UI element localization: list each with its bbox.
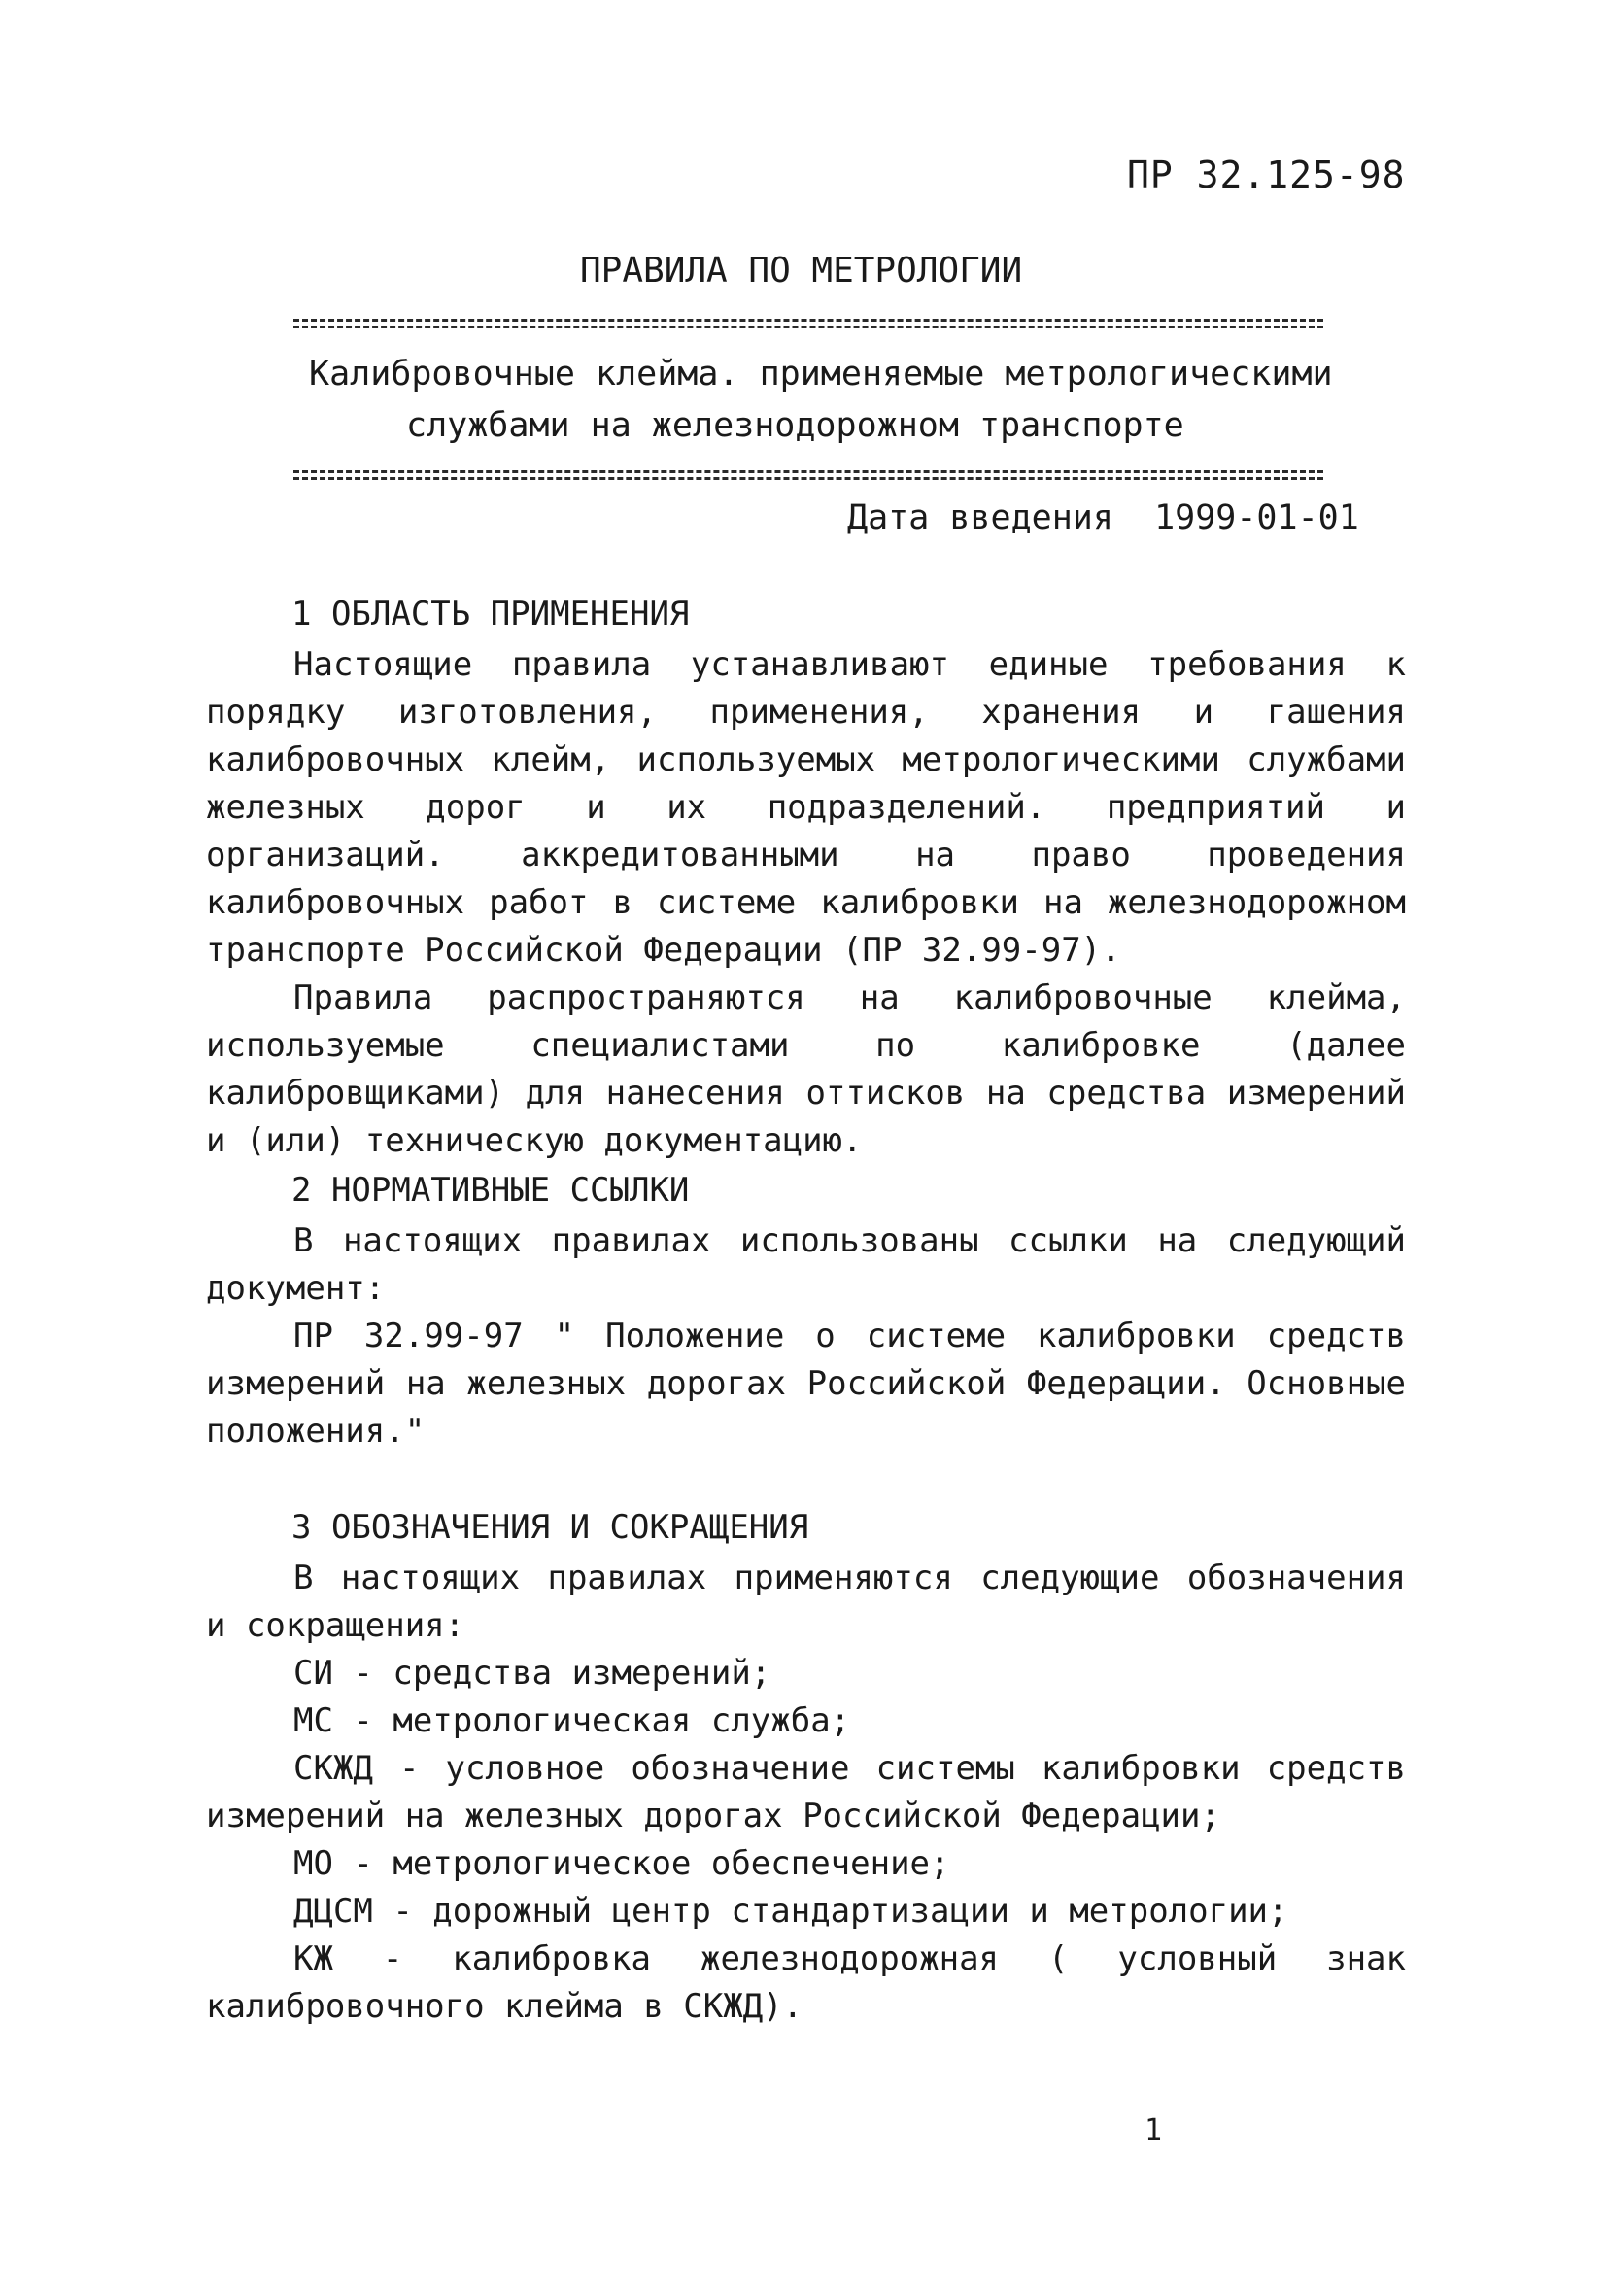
title-rule-bottom [293,470,1323,473]
document-title-line-2: службами на железнодорожном транспорте [406,406,1184,445]
section-3-paragraph-1: В настоящих правилах применяются следующие обозначения и сокращения: [206,1559,1406,1645]
abbreviation-item: КЖ - калибровка железнодорожная ( условный знак калибровочного клейма в СКЖД). [206,1939,1406,2026]
abbreviation-item: СКЖД - условное обозначение системы калибровки средств измерений на железных дорогах Российской Федерации; [206,1749,1406,1835]
document-title-line-1: Калибровочные клейма. применяемые метрологическими [309,355,1333,394]
section-1-paragraph-2: Правила распространяются на калибровочные клейма, используемые специалистами по калибровке (далее калибровщиками) для нанесения оттисков на средства измерений и (или) техническую документацию. [206,978,1406,1160]
date-of-introduction: Дата введения 1999-01-01 [847,498,1359,537]
abbreviation-item: МО - метрологическое обеспечение; [293,1844,950,1883]
document-code: ПР 32.125-98 [1127,154,1406,196]
section-1-paragraph-1: Настоящие правила устанавливают единые требования к порядку изготовления, применения, хранения и гашения калибровочных клейм, используемых метрологическими службами железных дорог и их подразделений. предприятий и организаций. аккредитованными на право проведения калибровочных работ в системе калибровки на железнодорожном транспорте Российской Федерации (ПР 32.99-97). [206,645,1406,970]
section-1-title: 1 ОБЛАСТЬ ПРИМЕНЕНИЯ [291,595,690,634]
title-rule-top [293,319,1323,322]
title-rule-bottom-second [293,477,1323,480]
title-rule-top-second [293,326,1323,328]
abbreviation-item: СИ - средства измерений; [293,1654,771,1693]
section-2-paragraph-1: В настоящих правилах использованы ссылки на следующий документ: [206,1221,1406,1308]
section-3-title: 3 ОБОЗНАЧЕНИЯ И СОКРАЩЕНИЯ [291,1508,809,1547]
section-3-body [206,1555,1406,2031]
document-heading: ПРАВИЛА ПО МЕТРОЛОГИИ [580,251,1023,291]
section-2-title: 2 НОРМАТИВНЫЕ ССЫЛКИ [291,1171,690,1210]
section-2-body [206,1217,1406,1456]
abbreviation-item: МС - метрологическая служба; [293,1701,851,1740]
page-number: 1 [1145,2113,1163,2147]
section-2-paragraph-2: ПР 32.99-97 " Положение о системе калибровки средств измерений на железных дорогах Российской Федерации. Основные положения." [206,1317,1406,1451]
section-1-body [206,641,1406,1165]
abbreviation-item: ДЦСМ - дорожный центр стандартизации и метрологии; [293,1892,1288,1931]
